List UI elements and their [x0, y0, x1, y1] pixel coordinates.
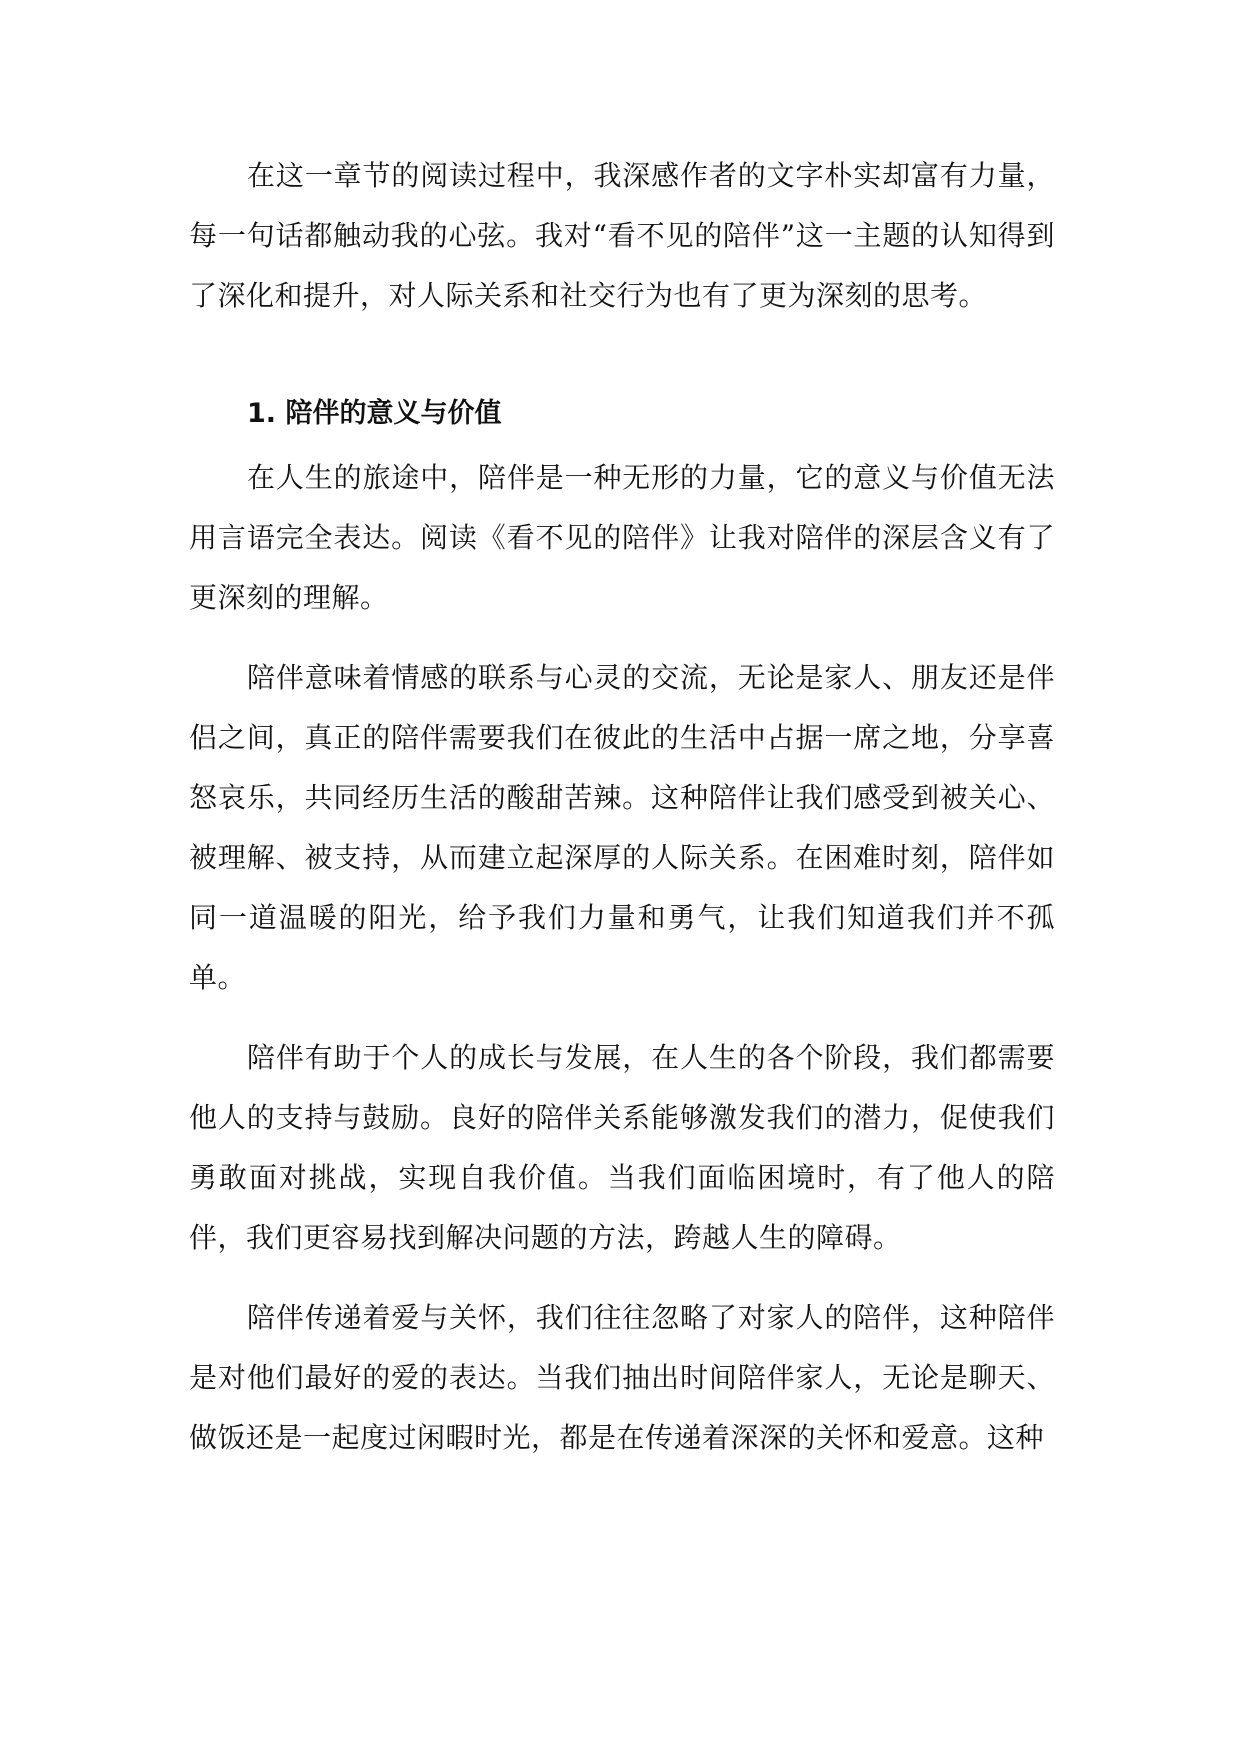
- body-paragraph-3: 陪伴有助于个人的成长与发展，在人生的各个阶段，我们都需要他人的支持与鼓励。良好的陪伴关系能够激发我们的潜力，促使我们勇敢面对挑战，实现自我价值。当我们面临困境时，有了他人的陪伴，我们更容易找到解决问题的方法，跨越人生的障碍。: [189, 1041, 1055, 1254]
- page-body: [189, 146, 1055, 1488]
- intro-paragraph: 在这一章节的阅读过程中，我深感作者的文字朴实却富有力量，每一句话都触动我的心弦。我对“看不见的陪伴”这一主题的认知得到了深化和提升，对人际关系和社交行为也有了更为深刻的思考。: [189, 159, 1055, 312]
- section-heading: 1. 陪伴的意义与价值: [247, 398, 502, 429]
- body-paragraph-2: 陪伴意味着情感的联系与心灵的交流，无论是家人、朋友还是伴侣之间，真正的陪伴需要我们在彼此的生活中占据一席之地，分享喜怒哀乐，共同经历生活的酸甜苦辣。这种陪伴让我们感受到被关心、被理解、被支持，从而建立起深厚的人际关系。在困难时刻，陪伴如同一道温暖的阳光，给予我们力量和勇气，让我们知道我们并不孤单。: [189, 661, 1055, 994]
- body-paragraph-1: 在人生的旅途中，陪伴是一种无形的力量，它的意义与价值无法用言语完全表达。阅读《看不见的陪伴》让我对陪伴的深层含义有了更深刻的理解。: [189, 461, 1055, 614]
- body-paragraph-4: 陪伴传递着爱与关怀，我们往往忽略了对家人的陪伴，这种陪伴是对他们最好的爱的表达。当我们抽出时间陪伴家人，无论是聊天、做饭还是一起度过闲暇时光，都是在传递着深深的关怀和爱意。这种: [189, 1301, 1055, 1454]
